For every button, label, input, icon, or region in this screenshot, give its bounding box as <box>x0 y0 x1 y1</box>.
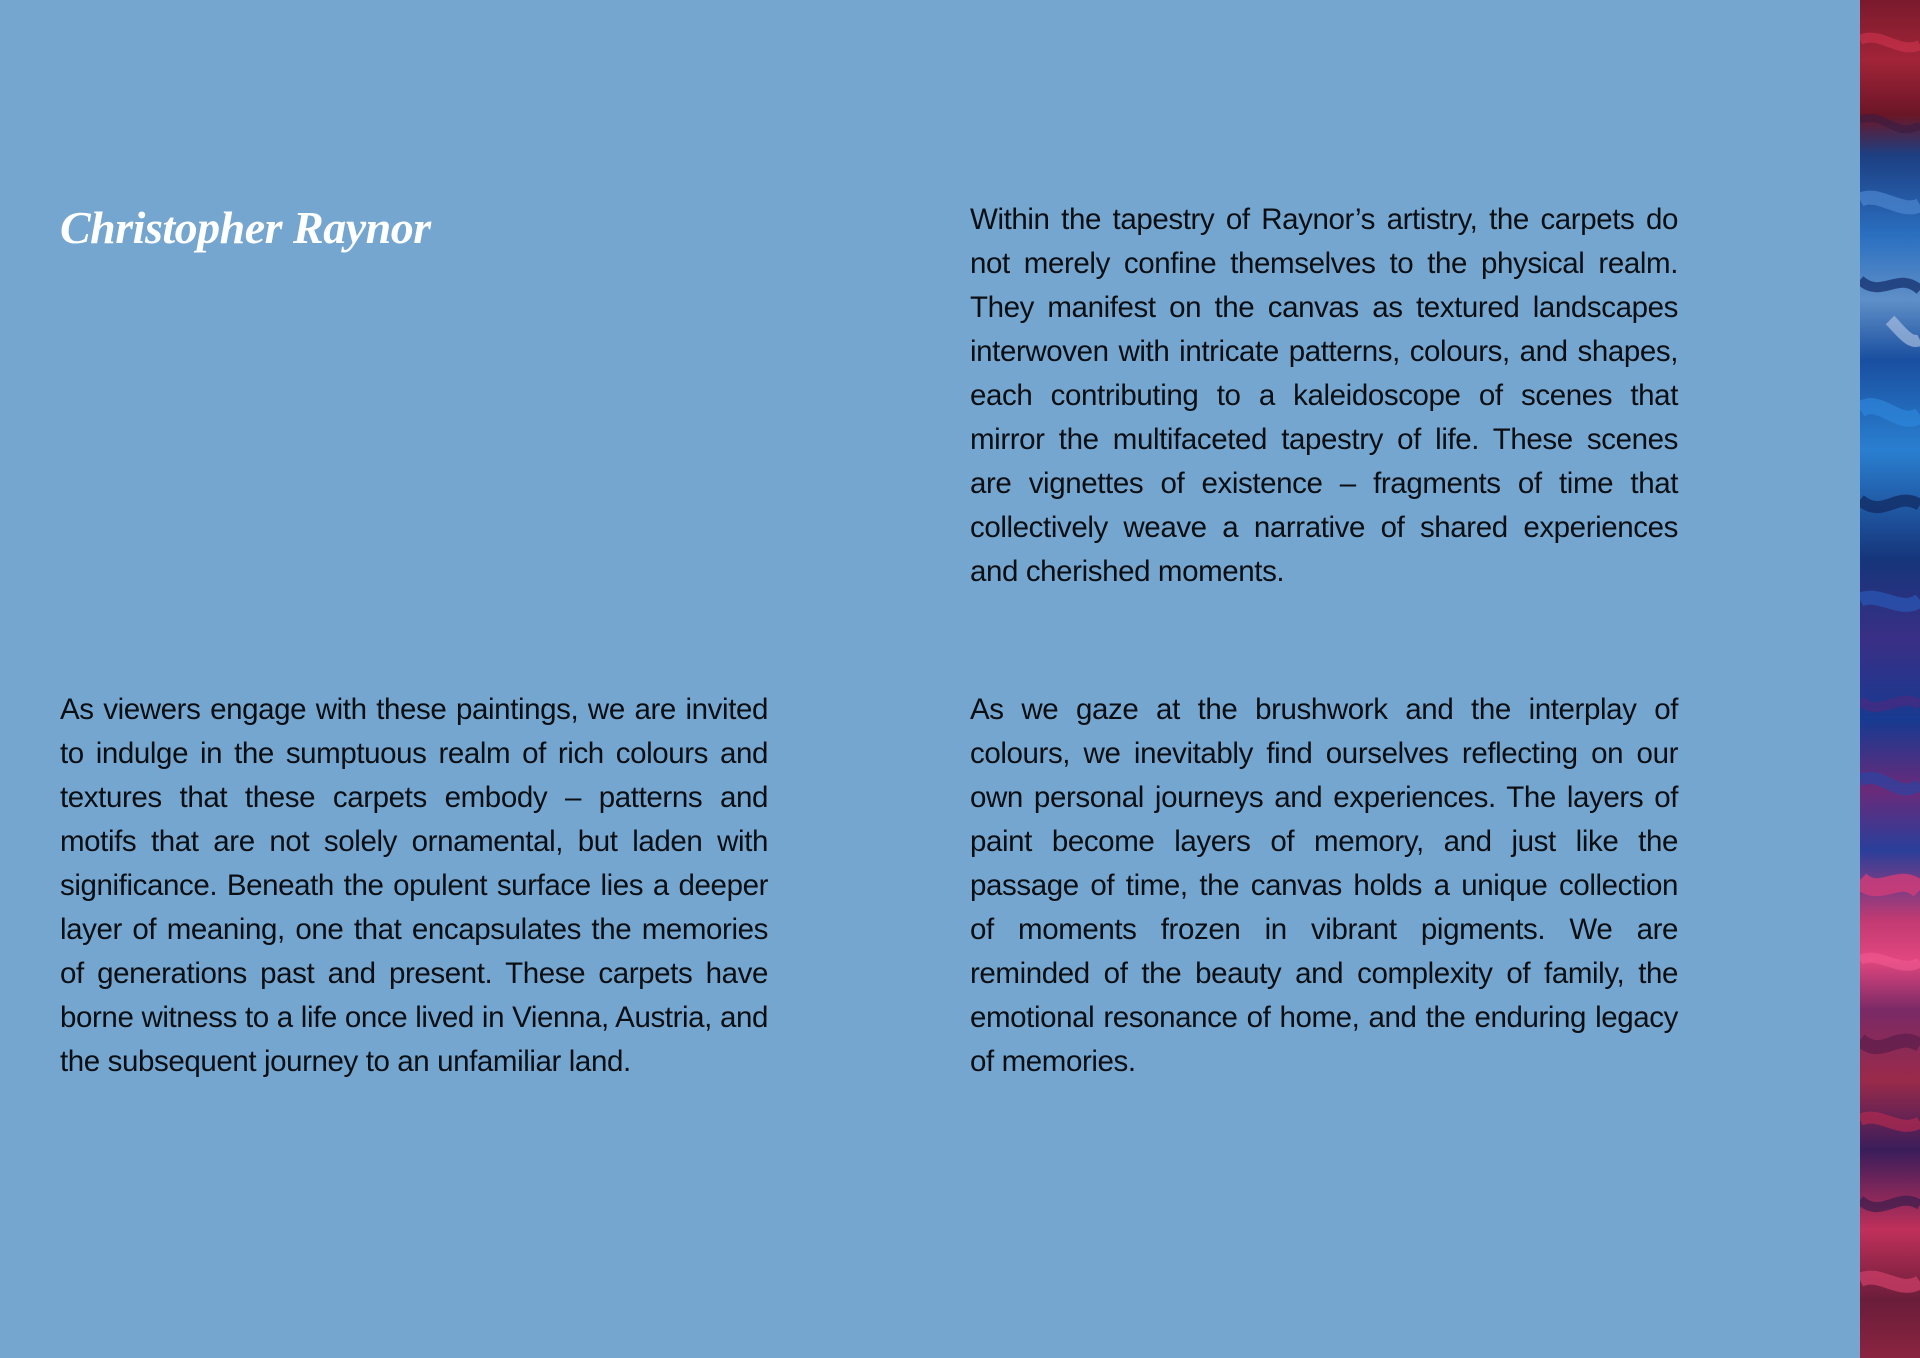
painting-edge-image <box>1860 0 1920 1358</box>
page-title: Christopher Raynor <box>60 202 431 253</box>
paragraph-carpets-on-canvas: Within the tapestry of Raynor’s artistry, the carpets do not merely confine themselves to the physical realm. They manifest on the canvas as textured landscapes interwoven with intricate patterns, colours, and shapes, each contributing to a kaleidoscope of scenes that mirror the multifaceted tapestry of life. These scenes are vignettes of existence – fragments of time that collectively weave a narrative of shared experiences and cherished moments. <box>970 203 1678 588</box>
brushstroke-texture <box>1860 0 1920 1358</box>
paragraph-viewers-engage: As viewers engage with these paintings, we are invited to indulge in the sumptuous realm of rich colours and textures that these carpets embody – patterns and motifs that are not solely ornamental, but laden with significance. Beneath the opulent surface lies a deeper layer of meaning, one that encapsulates the memories of generations past and present. These carpets have borne witness to a life once lived in Vienna, Austria, and the subsequent journey to an unfamiliar land. <box>60 693 768 1078</box>
paragraph-brushwork-reflection: As we gaze at the brushwork and the interplay of colours, we inevitably find ourselves reflecting on our own personal journeys and experiences. The layers of paint become layers of memory, and just like the passage of time, the canvas holds a unique collection of moments frozen in vibrant pigments. We are reminded of the beauty and complexity of family, the emotional resonance of home, and the enduring legacy of memories. <box>970 693 1678 1078</box>
